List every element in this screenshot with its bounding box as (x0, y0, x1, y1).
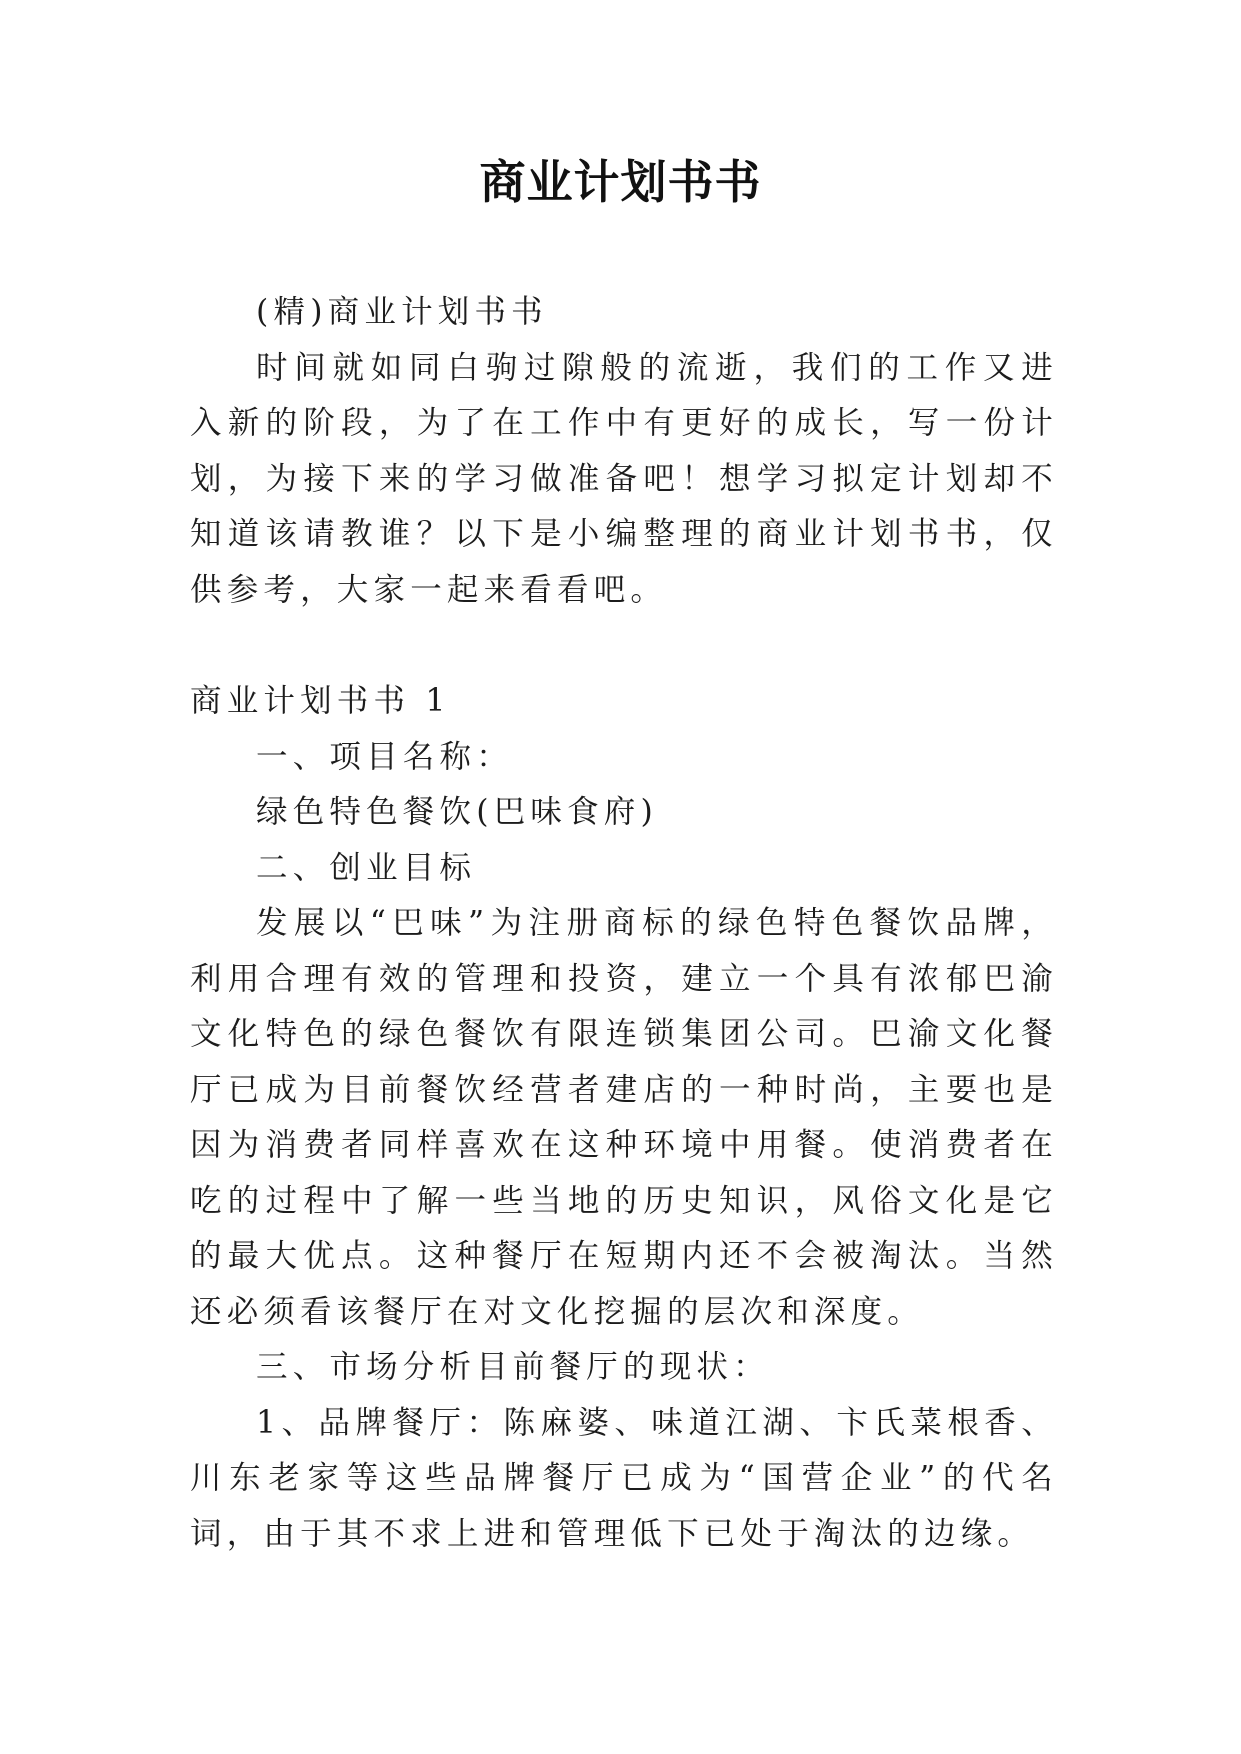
section-gap (190, 618, 1058, 674)
heading-market-analysis: 三、市场分析目前餐厅的现状： (256, 1349, 770, 1385)
paragraph-business-goal: 发展以“巴味”为注册商标的绿色特色餐饮品牌，利用合理有效的管理和投资，建立一个具有浓郁巴渝文化特色的绿色餐饮有限连锁集团公司。巴渝文化餐厅已成为目前餐饮经营者建店的一种时尚，主要也是因为消费者同样喜欢在这种环境中用餐。使消费者在吃的过程中了解一些当地的历史知识，风俗文化是它的最大优点。这种餐厅在短期内还不会被淘汰。当然还必须看该餐厅在对文化挖掘的层次和深度。 (190, 905, 1058, 1330)
heading-business-goal: 二、创业目标 (256, 849, 477, 886)
paragraph-brand-restaurants: 1、品牌餐厅：陈麻婆、味道江湖、卞氏菜根香、川东老家等这些品牌餐厅已成为“国营企业”的代名词，由于其不求上进和管理低下已处于淘汰的边缘。 (190, 1404, 1058, 1552)
document-body (190, 285, 1058, 1562)
paragraph-subtitle: (精)商业计划书书 (256, 294, 548, 330)
section-heading-plan-1: 商业计划书书 1 (190, 683, 451, 719)
paragraph-project-name: 绿色特色餐饮(巴味食府) (256, 794, 658, 830)
document-title: 商业计划书书 (479, 155, 762, 209)
paragraph-intro: 时间就如同白驹过隙般的流逝，我们的工作又进入新的阶段，为了在工作中有更好的成长，写一份计划，为接下来的学习做准备吧！想学习拟定计划却不知道该请教谁？以下是小编整理的商业计划书书，仅供参考，大家一起来看看吧。 (190, 349, 1058, 608)
heading-project-name: 一、项目名称： (256, 738, 513, 775)
